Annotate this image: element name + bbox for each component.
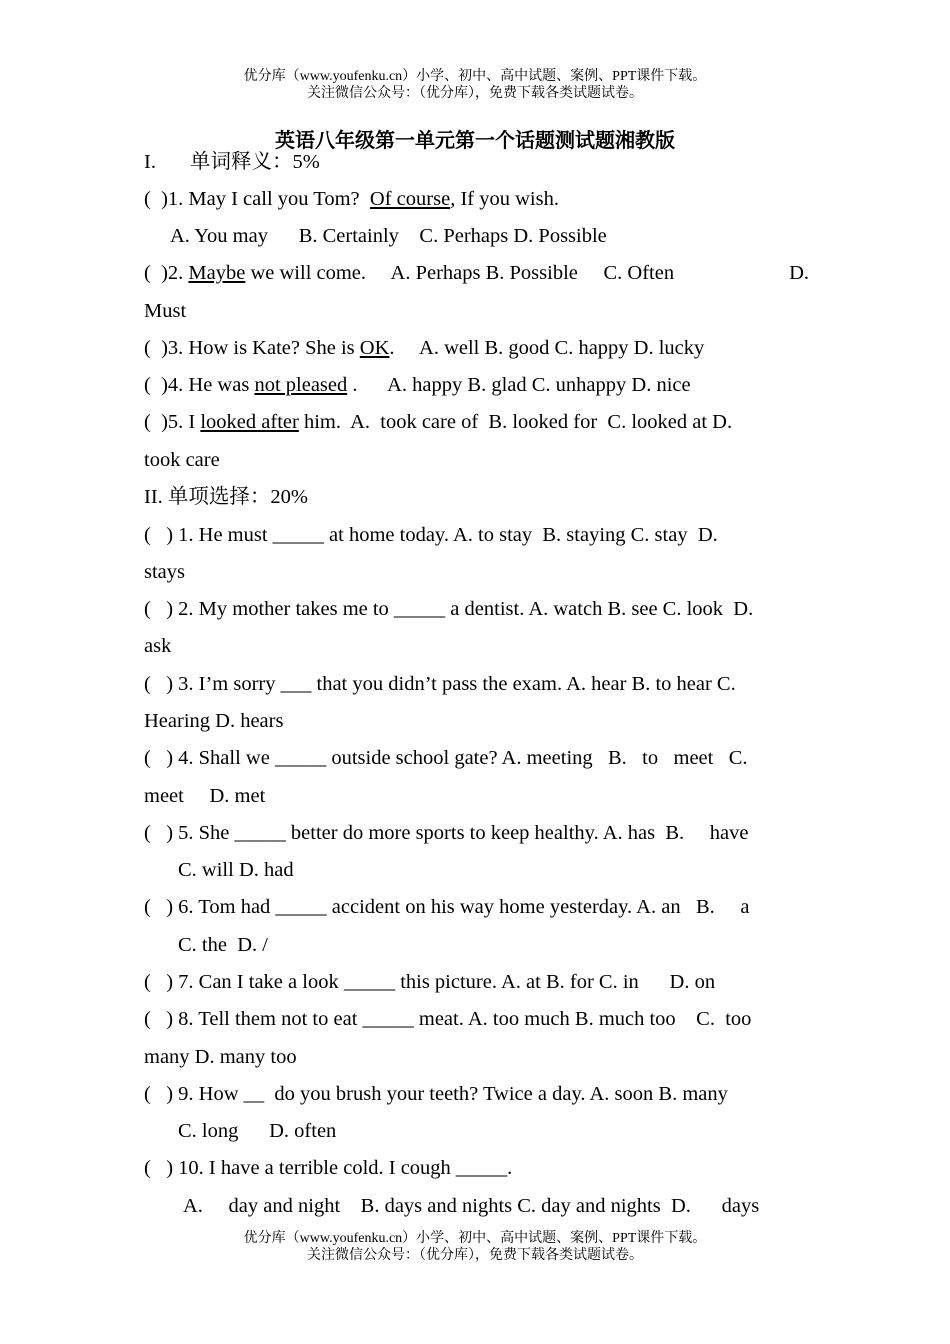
s2-question-2: ( ) 2. My mother takes me to _____ a dentist. A. watch B. see C. look D. [144, 598, 754, 620]
s1-question-2-cont: Must [144, 300, 187, 322]
s1-question-4: ( )4. He was not pleased . A. happy B. glad C. unhappy D. nice [144, 374, 691, 396]
footer-line-1: 优分库（www.youfenku.cn）小学、初中、高中试题、案例、PPT课件下载。 [243, 1231, 707, 1246]
s2-question-4: ( ) 4. Shall we _____ outside school gate? A. meeting B. to meet C. [144, 747, 748, 769]
underlined-word: Maybe [188, 262, 246, 284]
s2-question-5: ( ) 5. She _____ better do more sports to keep healthy. A. has B. have [144, 822, 749, 844]
s1-question-2: ( )2. Maybe we will come. A. Perhaps B. Possible C. Often D. [144, 262, 809, 284]
underlined-word: OK [359, 337, 390, 359]
s2-question-10: ( ) 10. I have a terrible cold. I cough _____. [144, 1157, 513, 1179]
s2-question-5-cont: C. will D. had [178, 859, 294, 881]
s2-question-6: ( ) 6. Tom had _____ accident on his way home yesterday. A. an B. a [144, 896, 750, 918]
underlined-word: not pleased [254, 374, 348, 396]
s2-question-10-options: A. day and night B. days and nights C. day and nights D. days [183, 1195, 760, 1217]
header-line-1: 优分库（www.youfenku.cn）小学、初中、高中试题、案例、PPT课件下载。 [243, 69, 707, 84]
underlined-word: Of course [369, 188, 451, 210]
s2-question-4-cont: meet D. met [144, 785, 266, 807]
section-1-heading [144, 150, 809, 174]
s2-question-6-cont: C. the D. / [178, 934, 268, 956]
section-1-title: 单词释义：5% [189, 151, 320, 173]
s2-question-9: ( ) 9. How __ do you brush your teeth? Twice a day. A. soon B. many [144, 1083, 728, 1105]
s1-question-5: ( )5. I looked after him. A. took care of B. looked for C. looked at D. [144, 411, 733, 433]
page-footer [0, 1230, 950, 1264]
underlined-word: looked after [200, 411, 299, 433]
header-line-2: 关注微信公众号：（优分库），免费下载各类试题试卷。 [307, 86, 643, 101]
s1-question-5-cont: took care [144, 449, 220, 471]
s2-question-1: ( ) 1. He must _____ at home today. A. to stay B. staying C. stay D. [144, 524, 718, 546]
section-2-heading: II. 单项选择：20% [144, 486, 308, 508]
s2-question-8-cont: many D. many too [144, 1046, 297, 1068]
s1-question-3: ( )3. How is Kate? She is OK. A. well B. good C. happy D. lucky [144, 337, 705, 359]
s1-question-1: ( )1. May I call you Tom? Of course, If you wish. [144, 188, 559, 210]
s2-question-3-cont: Hearing D. hears [144, 710, 284, 732]
s2-question-2-cont: ask [144, 635, 172, 657]
footer-line-2: 关注微信公众号：（优分库），免费下载各类试题试卷。 [307, 1248, 643, 1263]
s2-question-1-cont: stays [144, 561, 185, 583]
s2-question-8: ( ) 8. Tell them not to eat _____ meat. A. too much B. much too C. too [144, 1008, 752, 1030]
s1-question-1-options: A. You may B. Certainly C. Perhaps D. Possible [170, 225, 607, 247]
section-1-number: I. [144, 151, 156, 173]
page-header [0, 68, 950, 102]
document-title: 英语八年级第一单元第一个话题测试题湘教版 [275, 130, 675, 152]
s2-question-9-cont: C. long D. often [178, 1120, 337, 1142]
s2-question-7: ( ) 7. Can I take a look _____ this picture. A. at B. for C. in D. on [144, 971, 716, 993]
s2-question-3: ( ) 3. I’m sorry ___ that you didn’t pass the exam. A. hear B. to hear C. [144, 673, 736, 695]
